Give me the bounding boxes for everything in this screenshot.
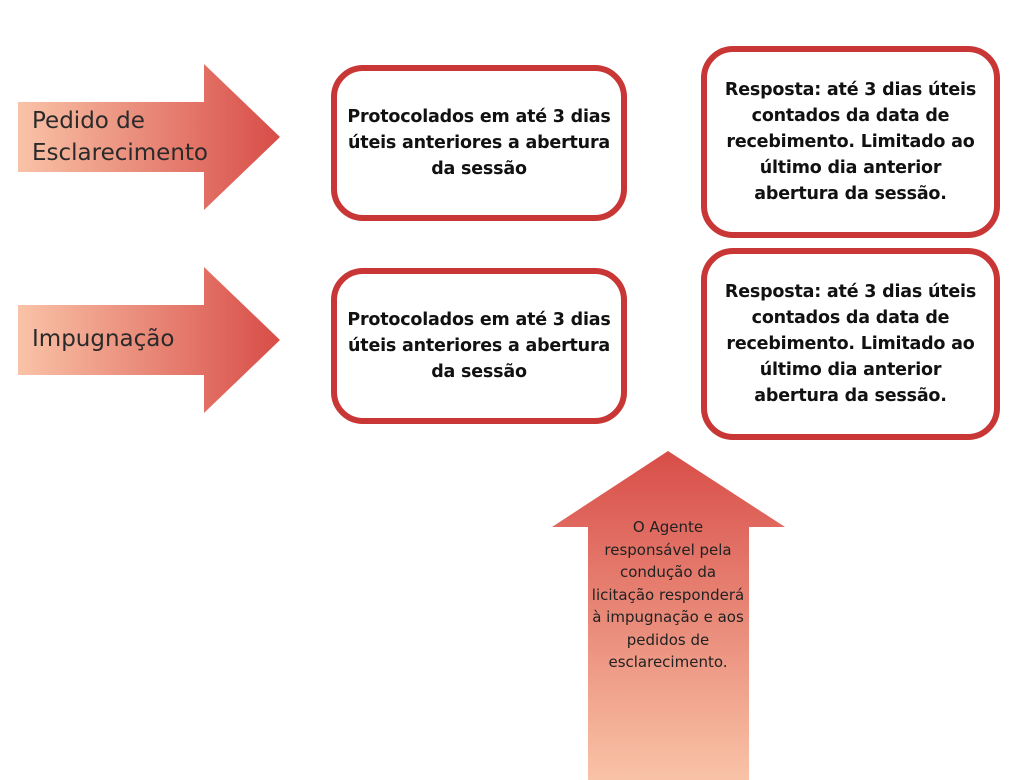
- response-box-text: Resposta: até 3 dias úteis contados da data de recebimento. Limitado ao último dia anterior abertura da sessão.: [724, 282, 977, 406]
- up-arrow-label: O Agente responsável pela condução da licitação responderá à impugnação e aos pedidos de esclarecimento.: [591, 518, 745, 671]
- arrow-label-line: Pedido de: [32, 108, 145, 134]
- arrow-label-line: Impugnação: [32, 326, 175, 352]
- response-box-text: Resposta: até 3 dias úteis contados da data de recebimento. Limitado ao último dia anterior abertura da sessão.: [724, 80, 977, 204]
- arrow-label-line: Esclarecimento: [32, 140, 209, 166]
- protocol-box-text: Protocolados em até 3 dias úteis anteriores a abertura da sessão: [347, 310, 611, 382]
- protocol-box-text: Protocolados em até 3 dias úteis anteriores a abertura da sessão: [347, 107, 611, 179]
